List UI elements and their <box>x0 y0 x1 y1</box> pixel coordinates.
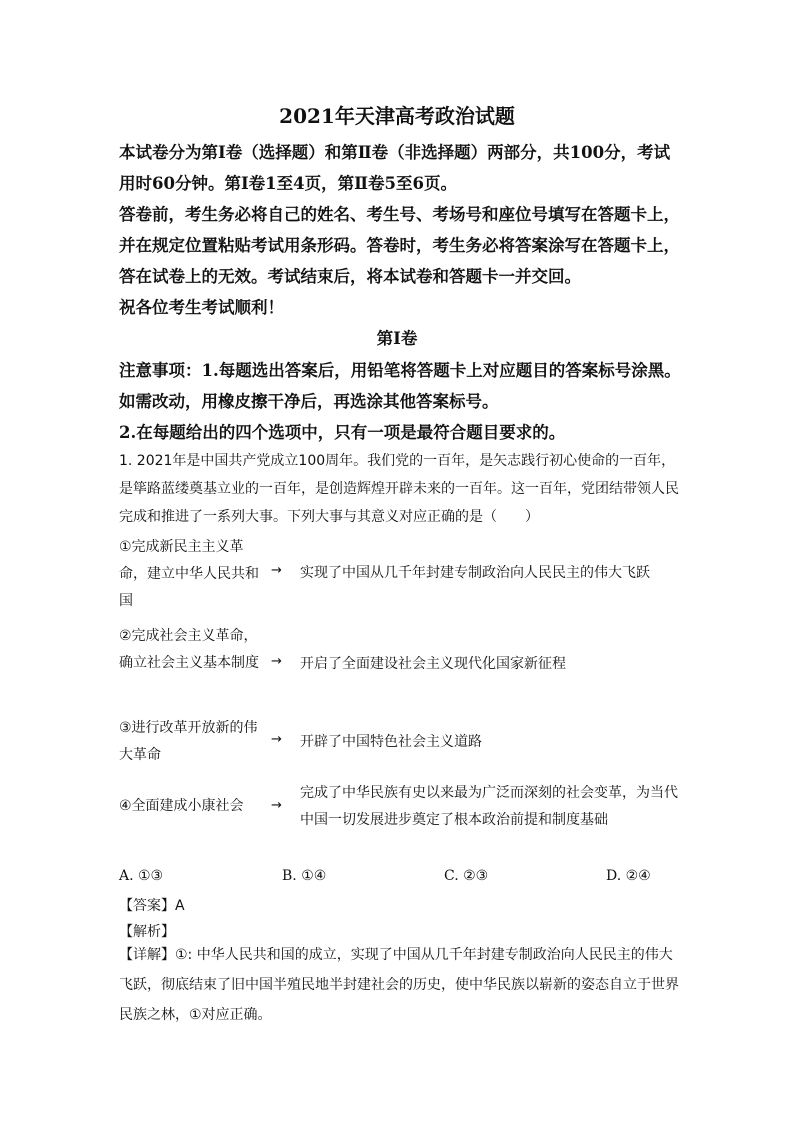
intro-line: 并在规定位置粘贴考试用条形码。答卷时，考生务必将答案涂写在答题卡上， <box>119 236 680 255</box>
pair-meaning: 开辟了中国特色社会主义道路 <box>300 734 482 750</box>
arrow-icon: → <box>271 732 282 747</box>
notice-line: 注意事项：1.每题选出答案后，用铅笔将答题卡上对应题目的答案标号涂黑。 <box>119 361 681 380</box>
pair-meaning: 实现了中国从几千年封建专制政治向人民民主的伟大飞跃 <box>300 565 650 581</box>
option-d: D. ②④ <box>606 868 651 884</box>
pair-event: ②完成社会主义革命，确立社会主义基本制度 <box>119 628 259 671</box>
page-title: 2021年天津高考政治试题 <box>279 104 515 128</box>
option-c: C. ②③ <box>444 868 489 884</box>
notice-line: 如需改动，用橡皮擦干净后，再选涂其他答案标号。 <box>119 392 499 411</box>
notice-line: 2.在每题给出的四个选项中，只有一项是最符合题目要求的。 <box>119 423 566 442</box>
arrow-icon: → <box>271 798 282 813</box>
pair-event: ①完成新民主主义革命，建立中华人民共和国 <box>119 539 259 609</box>
arrow-icon: → <box>271 654 282 669</box>
option-b: B. ①④ <box>282 868 327 884</box>
pair-meaning: 完成了中华民族有史以来最为广泛而深刻的社会变革，为当代中国一切发展进步奠定了根本政治前提和制度基础 <box>300 785 678 828</box>
answer: 【答案】A <box>119 898 185 914</box>
volume-heading: 第Ⅰ卷 <box>376 329 418 348</box>
pair-event: ③进行改革开放新的伟大革命 <box>119 720 258 763</box>
question-stem-line: 是筚路蓝缕奠基立业的一百年，是创造辉煌开辟未来的一百年。这一百年，党团结带领人民 <box>119 481 679 497</box>
option-a: A. ①③ <box>119 868 164 884</box>
question-stem-line: 完成和推进了一系列大事。下列大事与其意义对应正确的是（ ） <box>119 509 539 525</box>
pair-meaning: 开启了全面建设社会主义现代化国家新征程 <box>300 656 566 672</box>
pair-event: ④全面建成小康社会 <box>119 798 244 814</box>
intro-line: 答卷前，考生务必将自己的姓名、考生号、考场号和座位号填写在答题卡上， <box>119 205 680 224</box>
intro-line: 本试卷分为第Ⅰ卷（选择题）和第Ⅱ卷（非选择题）两部分，共100分，考试 <box>119 143 671 162</box>
intro-line: 祝各位考生考试顺利！ <box>119 298 284 317</box>
arrow-icon: → <box>271 563 282 578</box>
question-stem-line: 1. 2021年是中国共产党成立100周年。我们党的一百年，是矢志践行初心使命的一百年， <box>119 453 676 469</box>
intro-line: 用时60分钟。第Ⅰ卷1至4页，第Ⅱ卷5至6页。 <box>119 174 458 193</box>
intro-line: 答在试卷上的无效。考试结束后，将本试卷和答题卡一并交回。 <box>119 267 581 286</box>
detail-paragraph: 【详解】①: 中华人民共和国的成立，实现了中国从几千年封建专制政治向人民民主的伟大飞跃，彻底结束了旧中国半殖民地半封建社会的历史，使中华民族以崭新的姿态自立于世界民族之林，①对应正确。 <box>119 947 679 1023</box>
analysis-label: 【解析】 <box>119 924 175 940</box>
